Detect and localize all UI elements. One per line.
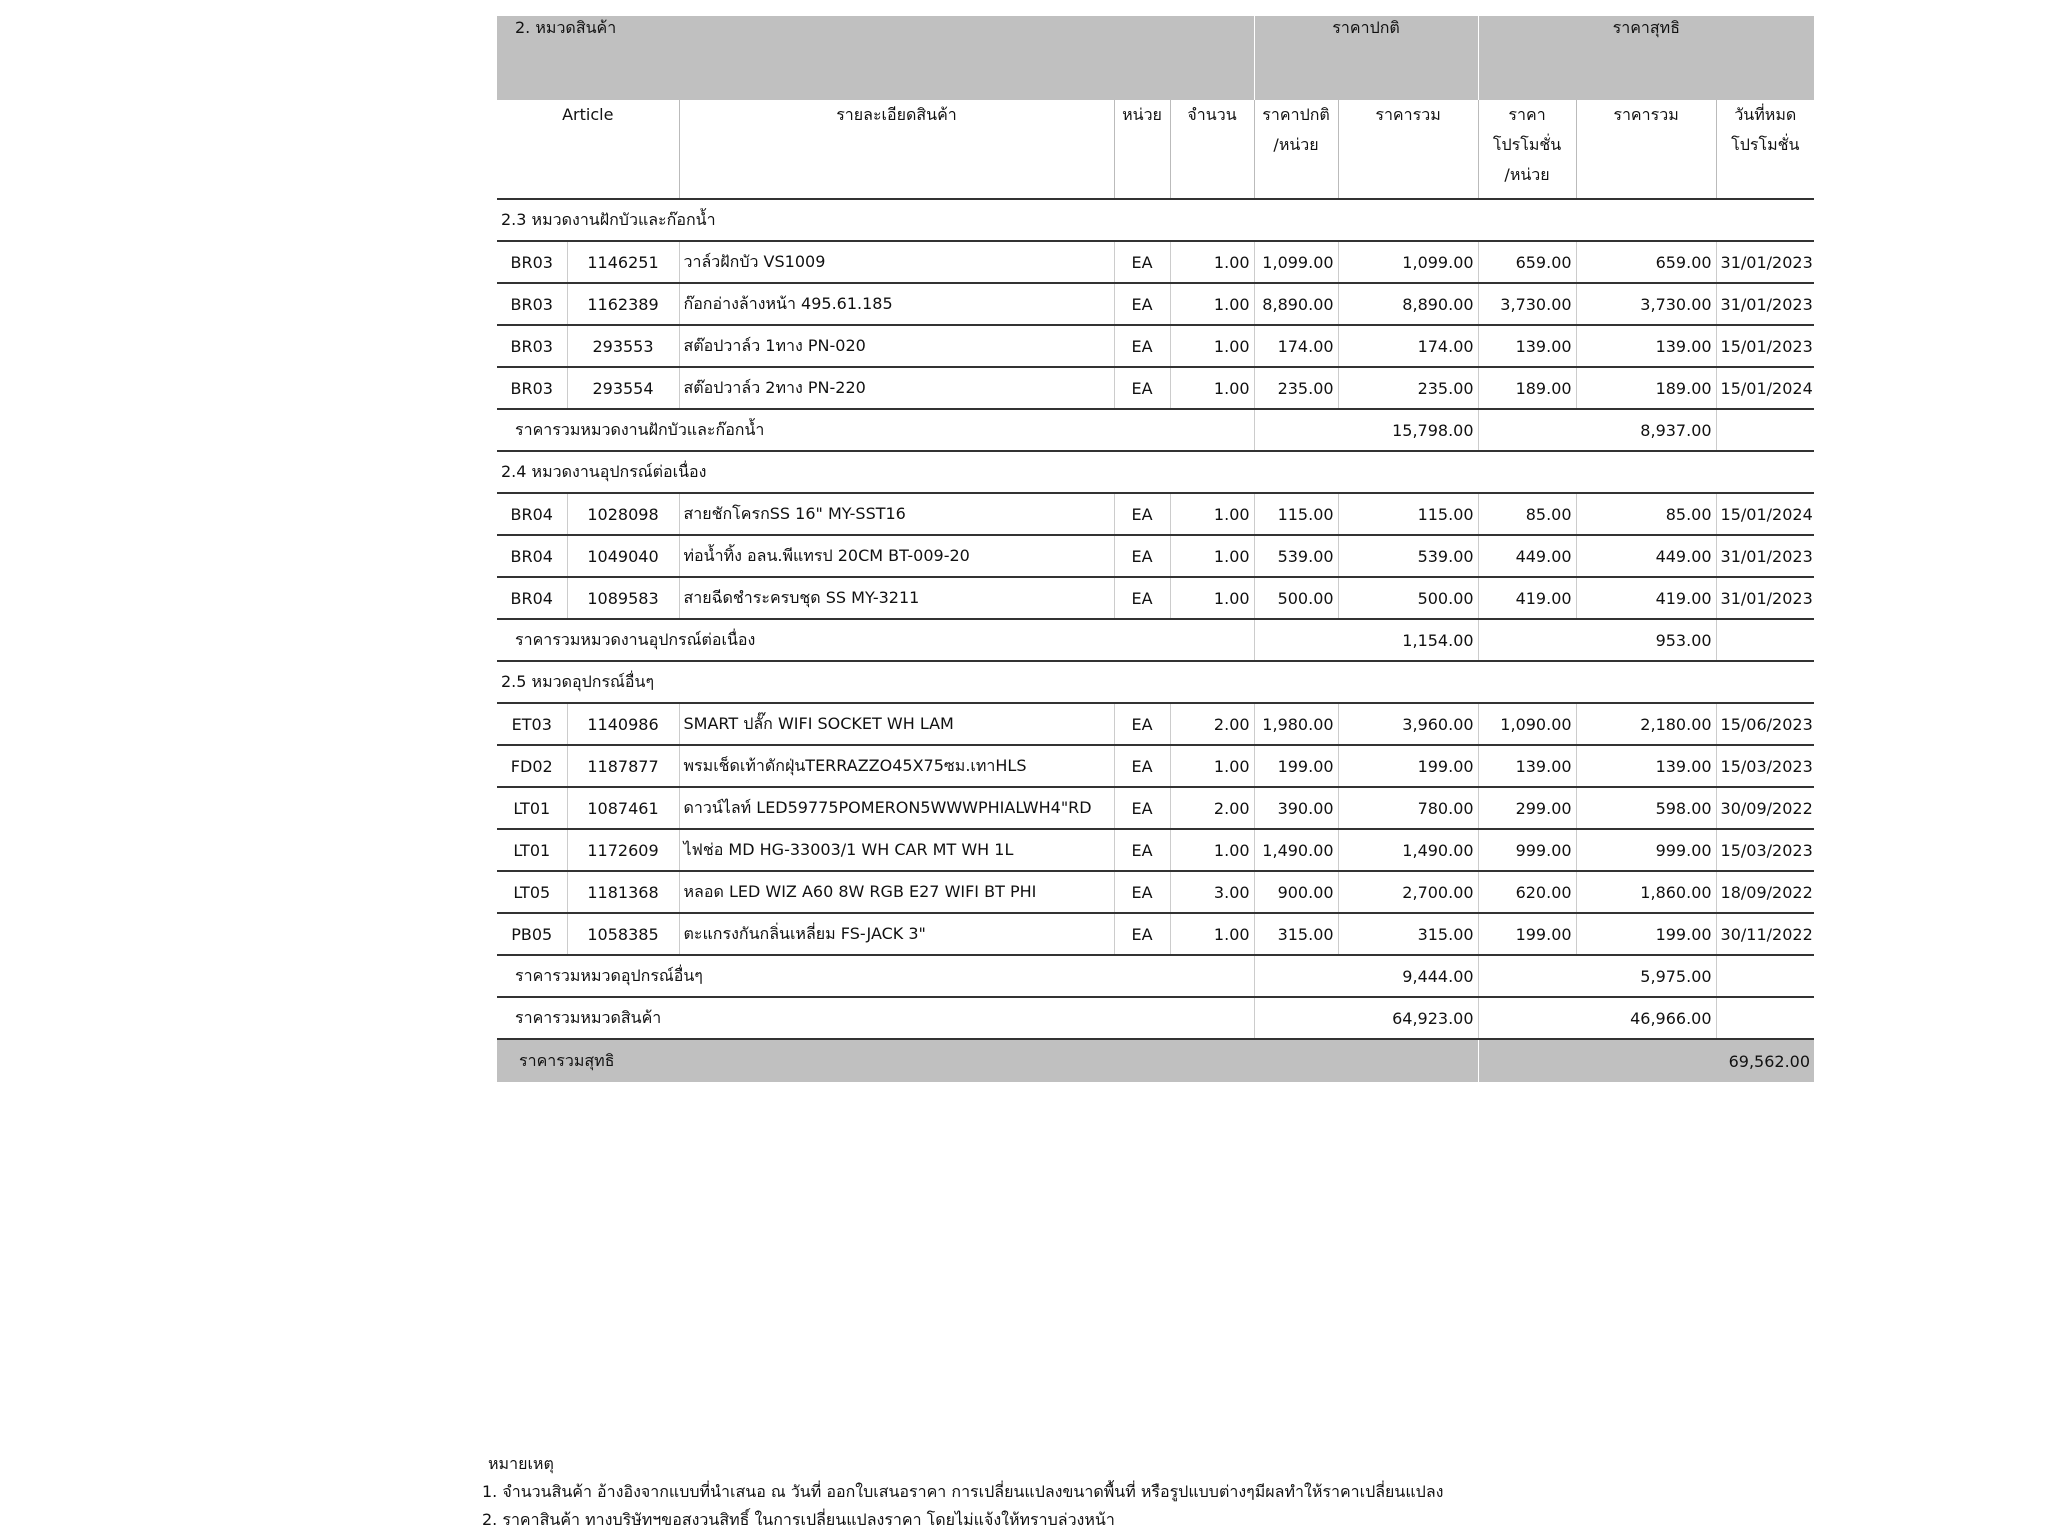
col-unit: หน่วย xyxy=(1114,100,1170,199)
section-header xyxy=(497,661,1814,703)
item-promo-price: 449.00 xyxy=(1478,535,1576,577)
note-item: 2. ราคาสินค้า ทางบริษัทฯขอสงวนสิทธิ์ ในการเปลี่ยนแปลงราคา โดยไม่แจ้งให้ทราบล่วงหน้า xyxy=(482,1510,1115,1529)
item-promo-expiry: 30/11/2022 xyxy=(1716,913,1814,955)
item-promo-price: 299.00 xyxy=(1478,787,1576,829)
item-qty: 1.00 xyxy=(1170,367,1254,409)
item-promo-total: 999.00 xyxy=(1576,829,1716,871)
item-promo-price: 199.00 xyxy=(1478,913,1576,955)
item-unit: EA xyxy=(1114,577,1170,619)
item-description: ไฟช่อ MD HG-33003/1 WH CAR MT WH 1L xyxy=(679,829,1114,871)
item-article: 1058385 xyxy=(567,913,679,955)
item-unit: EA xyxy=(1114,913,1170,955)
notes xyxy=(482,1450,1443,1534)
subtotal-label: ราคารวมหมวดงานอุปกรณ์ต่อเนื่อง xyxy=(497,619,1254,661)
item-total: 539.00 xyxy=(1338,535,1478,577)
item-description: สต๊อปวาล์ว 2ทาง PN-220 xyxy=(679,367,1114,409)
notes-title: หมายเหตุ xyxy=(488,1454,554,1473)
table-row xyxy=(497,367,1814,409)
col-qty: จำนวน xyxy=(1170,100,1254,199)
item-code: ET03 xyxy=(497,703,567,745)
item-unit: EA xyxy=(1114,703,1170,745)
net-total-label: ราคารวมสุทธิ xyxy=(497,1039,1478,1082)
item-unit-price: 315.00 xyxy=(1254,913,1338,955)
item-promo-expiry: 31/01/2023 xyxy=(1716,577,1814,619)
item-promo-price: 139.00 xyxy=(1478,745,1576,787)
col-total: ราคารวม xyxy=(1338,100,1478,199)
item-total: 315.00 xyxy=(1338,913,1478,955)
subtotal-regular: 15,798.00 xyxy=(1254,409,1478,451)
table-row xyxy=(497,787,1814,829)
table-row xyxy=(497,241,1814,283)
col-description: รายละเอียดสินค้า xyxy=(679,100,1114,199)
item-qty: 1.00 xyxy=(1170,241,1254,283)
section-subtotal-row xyxy=(497,955,1814,997)
item-code: BR04 xyxy=(497,493,567,535)
column-header-row xyxy=(497,100,1814,199)
item-unit: EA xyxy=(1114,325,1170,367)
item-total: 3,960.00 xyxy=(1338,703,1478,745)
item-qty: 2.00 xyxy=(1170,787,1254,829)
subtotal-empty xyxy=(1716,619,1814,661)
item-total: 199.00 xyxy=(1338,745,1478,787)
item-promo-expiry: 15/03/2023 xyxy=(1716,745,1814,787)
item-code: BR03 xyxy=(497,241,567,283)
item-total: 1,099.00 xyxy=(1338,241,1478,283)
item-description: หลอด LED WIZ A60 8W RGB E27 WIFI BT PHI xyxy=(679,871,1114,913)
item-promo-expiry: 15/01/2024 xyxy=(1716,493,1814,535)
item-code: PB05 xyxy=(497,913,567,955)
subtotal-promo: 5,975.00 xyxy=(1478,955,1716,997)
item-total: 8,890.00 xyxy=(1338,283,1478,325)
item-qty: 1.00 xyxy=(1170,325,1254,367)
item-promo-total: 598.00 xyxy=(1576,787,1716,829)
item-unit: EA xyxy=(1114,871,1170,913)
quotation-table xyxy=(497,16,1814,1082)
table-row xyxy=(497,745,1814,787)
item-promo-total: 3,730.00 xyxy=(1576,283,1716,325)
item-qty: 1.00 xyxy=(1170,535,1254,577)
item-qty: 1.00 xyxy=(1170,577,1254,619)
item-description: ดาวน์ไลท์ LED59775POMERON5WWWPHIALWH4"RD xyxy=(679,787,1114,829)
section-header xyxy=(497,451,1814,493)
item-promo-expiry: 15/01/2023 xyxy=(1716,325,1814,367)
category-total-regular: 64,923.00 xyxy=(1254,997,1478,1039)
item-promo-price: 659.00 xyxy=(1478,241,1576,283)
section-subtotal-row xyxy=(497,619,1814,661)
table-row xyxy=(497,325,1814,367)
subtotal-promo: 8,937.00 xyxy=(1478,409,1716,451)
item-article: 1172609 xyxy=(567,829,679,871)
item-promo-total: 189.00 xyxy=(1576,367,1716,409)
item-unit-price: 500.00 xyxy=(1254,577,1338,619)
regular-price-group-header: ราคาปกติ xyxy=(1254,16,1478,100)
subtotal-label: ราคารวมหมวดงานฝักบัวและก๊อกน้ำ xyxy=(497,409,1254,451)
category-total-label: ราคารวมหมวดสินค้า xyxy=(497,997,1254,1039)
item-qty: 1.00 xyxy=(1170,913,1254,955)
category-title: 2. หมวดสินค้า xyxy=(497,16,1254,100)
table-row xyxy=(497,283,1814,325)
item-description: ตะแกรงกันกลิ่นเหลี่ยม FS-JACK 3" xyxy=(679,913,1114,955)
item-promo-price: 3,730.00 xyxy=(1478,283,1576,325)
item-total: 174.00 xyxy=(1338,325,1478,367)
item-article: 1140986 xyxy=(567,703,679,745)
category-total-empty xyxy=(1716,997,1814,1039)
item-promo-expiry: 31/01/2023 xyxy=(1716,283,1814,325)
item-promo-total: 419.00 xyxy=(1576,577,1716,619)
item-code: BR03 xyxy=(497,367,567,409)
item-qty: 3.00 xyxy=(1170,871,1254,913)
subtotal-regular: 9,444.00 xyxy=(1254,955,1478,997)
section-title: 2.4 หมวดงานอุปกรณ์ต่อเนื่อง xyxy=(497,451,1814,493)
category-total-row xyxy=(497,997,1814,1039)
item-unit-price: 199.00 xyxy=(1254,745,1338,787)
item-code: BR03 xyxy=(497,325,567,367)
item-description: สายชักโครกSS 16" MY-SST16 xyxy=(679,493,1114,535)
subtotal-promo: 953.00 xyxy=(1478,619,1716,661)
net-price-group-header: ราคาสุทธิ xyxy=(1478,16,1814,100)
item-article: 1049040 xyxy=(567,535,679,577)
item-description: พรมเช็ดเท้าดักฝุ่นTERRAZZO45X75ซม.เทาHLS xyxy=(679,745,1114,787)
col-promo-expiry: วันที่หมด โปรโมชั่น xyxy=(1716,100,1814,199)
item-article: 1028098 xyxy=(567,493,679,535)
item-promo-price: 1,090.00 xyxy=(1478,703,1576,745)
item-description: สต๊อปวาล์ว 1ทาง PN-020 xyxy=(679,325,1114,367)
item-unit-price: 1,490.00 xyxy=(1254,829,1338,871)
item-promo-price: 189.00 xyxy=(1478,367,1576,409)
table-row xyxy=(497,871,1814,913)
section-title: 2.5 หมวดอุปกรณ์อื่นๆ xyxy=(497,661,1814,703)
item-article: 293553 xyxy=(567,325,679,367)
item-code: LT01 xyxy=(497,829,567,871)
item-promo-total: 139.00 xyxy=(1576,325,1716,367)
item-description: SMART ปลั๊ก WIFI SOCKET WH LAM xyxy=(679,703,1114,745)
item-unit-price: 390.00 xyxy=(1254,787,1338,829)
item-unit-price: 1,099.00 xyxy=(1254,241,1338,283)
item-promo-total: 659.00 xyxy=(1576,241,1716,283)
item-article: 1146251 xyxy=(567,241,679,283)
section-title: 2.3 หมวดงานฝักบัวและก๊อกน้ำ xyxy=(497,199,1814,241)
item-unit-price: 539.00 xyxy=(1254,535,1338,577)
item-promo-total: 2,180.00 xyxy=(1576,703,1716,745)
col-article: Article xyxy=(497,100,679,199)
subtotal-empty xyxy=(1716,955,1814,997)
item-qty: 2.00 xyxy=(1170,703,1254,745)
category-total-promo: 46,966.00 xyxy=(1478,997,1716,1039)
col-promo-price: ราคา โปรโมชั่น /หน่วย xyxy=(1478,100,1576,199)
subtotal-empty xyxy=(1716,409,1814,451)
item-unit: EA xyxy=(1114,493,1170,535)
item-total: 500.00 xyxy=(1338,577,1478,619)
item-description: วาล์วฝักบัว VS1009 xyxy=(679,241,1114,283)
table-row xyxy=(497,493,1814,535)
item-code: LT05 xyxy=(497,871,567,913)
item-promo-expiry: 31/01/2023 xyxy=(1716,241,1814,283)
subtotal-label: ราคารวมหมวดอุปกรณ์อื่นๆ xyxy=(497,955,1254,997)
item-total: 1,490.00 xyxy=(1338,829,1478,871)
item-unit: EA xyxy=(1114,829,1170,871)
table-row xyxy=(497,829,1814,871)
col-unit-price: ราคาปกติ /หน่วย xyxy=(1254,100,1338,199)
item-unit: EA xyxy=(1114,283,1170,325)
table-row xyxy=(497,535,1814,577)
item-total: 2,700.00 xyxy=(1338,871,1478,913)
item-qty: 1.00 xyxy=(1170,745,1254,787)
item-unit: EA xyxy=(1114,241,1170,283)
note-item: 1. จำนวนสินค้า อ้างอิงจากแบบที่นำเสนอ ณ วันที่ ออกใบเสนอราคา การเปลี่ยนแปลงขนาดพื้นที่ หรือรูปแบบต่างๆมีผลทำให้ราคาเปลี่ยนแปลง xyxy=(482,1482,1444,1501)
section-header xyxy=(497,199,1814,241)
item-article: 1087461 xyxy=(567,787,679,829)
item-promo-price: 85.00 xyxy=(1478,493,1576,535)
item-promo-expiry: 15/06/2023 xyxy=(1716,703,1814,745)
item-unit-price: 174.00 xyxy=(1254,325,1338,367)
table-row xyxy=(497,577,1814,619)
item-description: สายฉีดชำระครบชุด SS MY-3211 xyxy=(679,577,1114,619)
subtotal-regular: 1,154.00 xyxy=(1254,619,1478,661)
item-promo-price: 139.00 xyxy=(1478,325,1576,367)
item-total: 780.00 xyxy=(1338,787,1478,829)
item-code: FD02 xyxy=(497,745,567,787)
item-article: 1089583 xyxy=(567,577,679,619)
item-promo-price: 419.00 xyxy=(1478,577,1576,619)
item-promo-total: 199.00 xyxy=(1576,913,1716,955)
item-unit-price: 1,980.00 xyxy=(1254,703,1338,745)
item-article: 293554 xyxy=(567,367,679,409)
item-promo-price: 620.00 xyxy=(1478,871,1576,913)
item-promo-expiry: 18/09/2022 xyxy=(1716,871,1814,913)
col-promo-total: ราคารวม xyxy=(1576,100,1716,199)
item-promo-expiry: 31/01/2023 xyxy=(1716,535,1814,577)
item-qty: 1.00 xyxy=(1170,493,1254,535)
item-promo-total: 1,860.00 xyxy=(1576,871,1716,913)
item-promo-expiry: 30/09/2022 xyxy=(1716,787,1814,829)
header-group-row xyxy=(497,16,1814,100)
item-promo-total: 85.00 xyxy=(1576,493,1716,535)
item-qty: 1.00 xyxy=(1170,829,1254,871)
item-unit-price: 235.00 xyxy=(1254,367,1338,409)
item-description: ก๊อกอ่างล้างหน้า 495.61.185 xyxy=(679,283,1114,325)
item-unit: EA xyxy=(1114,745,1170,787)
net-total-row xyxy=(497,1039,1814,1082)
item-promo-expiry: 15/01/2024 xyxy=(1716,367,1814,409)
item-code: BR04 xyxy=(497,577,567,619)
item-unit: EA xyxy=(1114,787,1170,829)
item-unit: EA xyxy=(1114,367,1170,409)
item-qty: 1.00 xyxy=(1170,283,1254,325)
item-article: 1181368 xyxy=(567,871,679,913)
section-subtotal-row xyxy=(497,409,1814,451)
item-promo-total: 139.00 xyxy=(1576,745,1716,787)
item-total: 115.00 xyxy=(1338,493,1478,535)
item-unit-price: 900.00 xyxy=(1254,871,1338,913)
table-row xyxy=(497,913,1814,955)
item-promo-expiry: 15/03/2023 xyxy=(1716,829,1814,871)
net-total-value: 69,562.00 xyxy=(1478,1039,1814,1082)
item-unit-price: 8,890.00 xyxy=(1254,283,1338,325)
item-article: 1187877 xyxy=(567,745,679,787)
item-code: BR03 xyxy=(497,283,567,325)
item-code: LT01 xyxy=(497,787,567,829)
item-promo-price: 999.00 xyxy=(1478,829,1576,871)
item-description: ท่อน้ำทิ้ง อลน.พีแทรป 20CM BT-009-20 xyxy=(679,535,1114,577)
item-code: BR04 xyxy=(497,535,567,577)
item-unit-price: 115.00 xyxy=(1254,493,1338,535)
item-total: 235.00 xyxy=(1338,367,1478,409)
table-row xyxy=(497,703,1814,745)
item-promo-total: 449.00 xyxy=(1576,535,1716,577)
item-article: 1162389 xyxy=(567,283,679,325)
item-unit: EA xyxy=(1114,535,1170,577)
